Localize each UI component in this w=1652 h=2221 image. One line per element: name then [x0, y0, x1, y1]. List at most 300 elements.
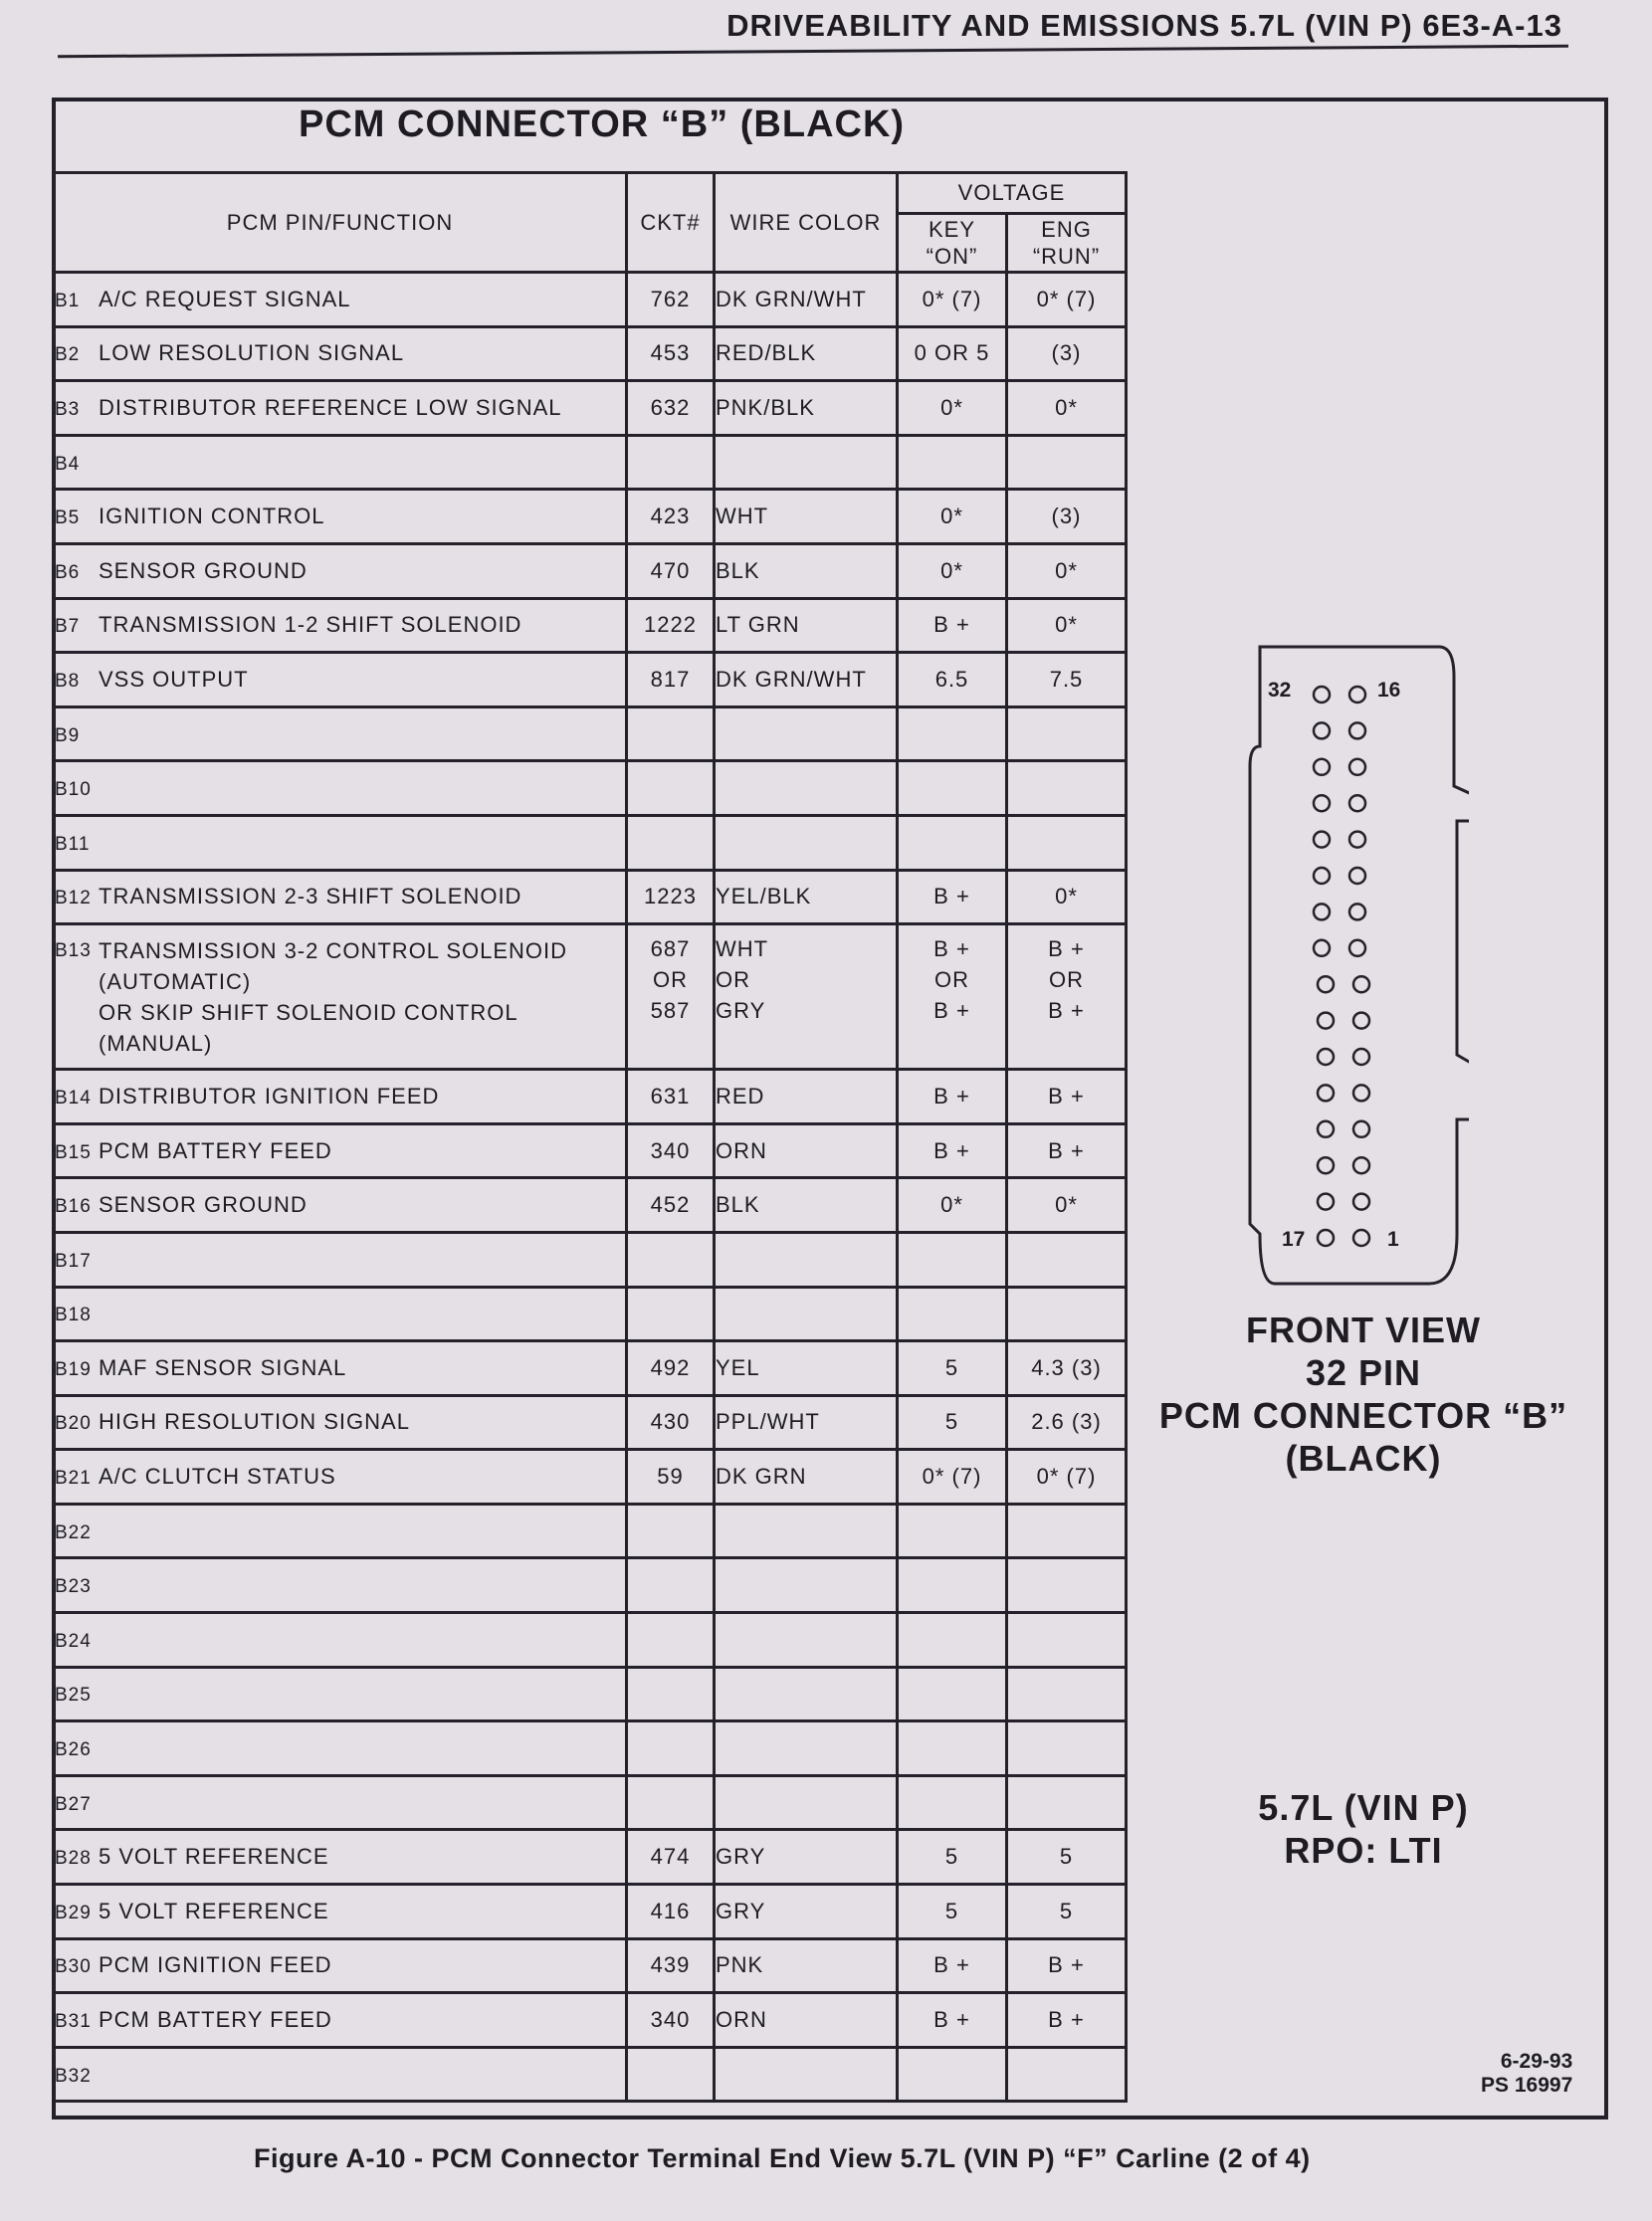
eng-run-cell [1007, 1667, 1127, 1721]
key-on-cell: B + [898, 1993, 1007, 2048]
pin-number: B23 [55, 1576, 92, 1598]
figure-caption: Figure A-10 - PCM Connector Terminal End View 5.7L (VIN P) “F” Carline (2 of 4) [254, 2143, 1311, 2173]
pin-function: HIGH RESOLUTION SIGNAL [99, 1409, 410, 1435]
key-on-cell-line: B + [933, 936, 970, 962]
date-line-2: PS 16997 [1481, 2074, 1573, 2097]
eng-run-cell [1007, 924, 1127, 1070]
header-eng-run-line2: “RUN” [1032, 244, 1101, 269]
pin-hole [1318, 1049, 1334, 1065]
pin-hole [1318, 1194, 1334, 1210]
ckt-cell [627, 1721, 715, 1776]
key-on-cell: B + [898, 1938, 1007, 1993]
pin-function-cell [54, 1558, 627, 1613]
pin-label-17: 17 [1282, 1228, 1306, 1251]
ckt-cell [627, 1504, 715, 1558]
pin-number: B5 [55, 507, 81, 529]
eng-run-cell [1007, 707, 1127, 761]
pin-number: B14 [55, 1087, 92, 1109]
pin-function-cell [54, 1993, 627, 2048]
ckt-cell [627, 1775, 715, 1830]
pin-function: DISTRIBUTOR REFERENCE LOW SIGNAL [99, 394, 562, 420]
wire-color-cell: BLK [715, 1178, 898, 1233]
table-row [54, 435, 1127, 490]
connector-outline [1250, 647, 1469, 1284]
wire-color-cell: RED [715, 1070, 898, 1124]
pin-hole [1318, 976, 1334, 992]
eng-run-cell: 0* [1007, 1178, 1127, 1233]
ckt-cell-stack [651, 933, 691, 1026]
wire-color-cell: RED/BLK [715, 326, 898, 381]
pin-hole [1314, 832, 1330, 848]
eng-run-cell: B + [1007, 1938, 1127, 1993]
ckt-cell [627, 707, 715, 761]
pin-function-cell [54, 1885, 627, 1939]
engine-line-1: 5.7L (VIN P) [1258, 1787, 1469, 1828]
key-on-cell: 0* (7) [898, 273, 1007, 327]
ckt-cell: 340 [627, 1123, 715, 1178]
table-row [54, 1721, 1127, 1776]
wire-color-cell [715, 1721, 898, 1776]
pin-function: TRANSMISSION 1-2 SHIFT SOLENOID [99, 612, 522, 638]
wire-color-cell [715, 707, 898, 761]
page-header-title: DRIVEABILITY AND EMISSIONS 5.7L (VIN P) 6E3-A-13 [726, 8, 1562, 43]
pin-function-cell [54, 653, 627, 707]
wire-color-cell: PNK [715, 1938, 898, 1993]
pin-hole [1353, 1194, 1369, 1210]
key-on-cell [898, 1504, 1007, 1558]
ckt-cell [627, 435, 715, 490]
pin-number: B20 [55, 1413, 92, 1435]
key-on-cell [898, 1287, 1007, 1341]
ckt-cell: 423 [627, 490, 715, 544]
pin-function-cell [54, 273, 627, 327]
key-on-cell: 0* [898, 1178, 1007, 1233]
key-on-cell [898, 1558, 1007, 1613]
pin-function-cell [54, 435, 627, 490]
pin-number: B7 [55, 616, 81, 638]
ckt-cell [627, 1232, 715, 1287]
wire-color-cell: GRY [715, 1885, 898, 1939]
key-on-cell-line: B + [933, 998, 970, 1024]
eng-run-cell [1007, 1287, 1127, 1341]
pin-function-cell [54, 815, 627, 870]
key-on-cell [898, 1667, 1007, 1721]
table-row [54, 815, 1127, 870]
table-row [54, 1178, 1127, 1233]
wire-color-cell [715, 435, 898, 490]
key-on-cell: 6.5 [898, 653, 1007, 707]
table-row [54, 490, 1127, 544]
wire-color-cell [715, 1558, 898, 1613]
pin-number: B15 [55, 1141, 92, 1163]
table-row [54, 870, 1127, 924]
pin-number: B6 [55, 561, 81, 583]
table-row [54, 1558, 1127, 1613]
header-key-on [898, 214, 1007, 273]
pin-hole [1349, 832, 1365, 848]
pin-function-line: OR SKIP SHIFT SOLENOID CONTROL [99, 999, 518, 1025]
eng-run-cell [1007, 1504, 1127, 1558]
pin-number: B21 [55, 1468, 92, 1490]
pin-hole [1349, 759, 1365, 775]
eng-run-cell: 7.5 [1007, 653, 1127, 707]
eng-run-cell: 0* [1007, 870, 1127, 924]
key-on-cell: 0* [898, 543, 1007, 598]
pin-hole [1353, 1230, 1369, 1246]
pin-number: B30 [55, 1956, 92, 1978]
table-row [54, 1450, 1127, 1505]
eng-run-cell: 4.3 (3) [1007, 1341, 1127, 1396]
pin-hole [1349, 940, 1365, 956]
pin-label-1: 1 [1387, 1228, 1399, 1251]
date-code [1481, 2050, 1572, 2098]
eng-run-cell [1007, 435, 1127, 490]
ckt-cell-line: 687 [650, 936, 691, 962]
key-on-cell [898, 924, 1007, 1070]
pin-number: B1 [55, 290, 81, 311]
ckt-cell: 470 [627, 543, 715, 598]
eng-run-cell: B + [1007, 1070, 1127, 1124]
pin-hole [1314, 722, 1330, 738]
pin-hole [1353, 1157, 1369, 1173]
pin-hole [1314, 868, 1330, 884]
eng-run-cell [1007, 1775, 1127, 1830]
pin-function-cell [54, 1070, 627, 1124]
pin-function-cell [54, 1287, 627, 1341]
front-view-label [1115, 1309, 1612, 1480]
header-pin-function: PCM PIN/FUNCTION [54, 173, 627, 273]
wire-color-cell: WHT [715, 490, 898, 544]
pin-function-cell [54, 1504, 627, 1558]
pin-function-cell [54, 2047, 627, 2102]
table-title: PCM CONNECTOR “B” (BLACK) [299, 103, 906, 145]
key-on-cell [898, 707, 1007, 761]
pin-function: PCM IGNITION FEED [99, 1952, 332, 1978]
eng-run-cell: 2.6 (3) [1007, 1395, 1127, 1450]
header-ckt: CKT# [627, 173, 715, 273]
pin-hole [1349, 722, 1365, 738]
eng-run-cell [1007, 1721, 1127, 1776]
wire-color-cell [715, 2047, 898, 2102]
key-on-cell [898, 815, 1007, 870]
pin-function-cell [54, 1667, 627, 1721]
wire-color-cell [715, 761, 898, 816]
pin-function-cell [54, 1938, 627, 1993]
eng-run-cell: 0* [1007, 543, 1127, 598]
pin-hole [1349, 795, 1365, 811]
wire-color-cell-line: OR [716, 967, 750, 993]
pin-hole [1353, 1085, 1369, 1101]
pin-number: B19 [55, 1358, 92, 1380]
pin-function-cell [54, 707, 627, 761]
pin-function-line: (AUTOMATIC) [99, 968, 252, 994]
ckt-cell [627, 761, 715, 816]
pin-number: B3 [55, 398, 81, 420]
pin-function-cell [54, 1775, 627, 1830]
key-on-cell [898, 1775, 1007, 1830]
pin-number: B28 [55, 1848, 92, 1870]
ckt-cell [627, 815, 715, 870]
key-on-cell [898, 1232, 1007, 1287]
wire-color-cell: GRY [715, 1830, 898, 1885]
wire-color-cell: DK GRN/WHT [715, 273, 898, 327]
header-wire-color: WIRE COLOR [715, 173, 898, 273]
table-row [54, 761, 1127, 816]
pin-number: B18 [55, 1305, 92, 1326]
pin-function-cell [54, 1341, 627, 1396]
front-view-line-1: FRONT VIEW [1246, 1310, 1481, 1350]
pin-hole [1353, 1121, 1369, 1137]
pin-hole [1318, 1230, 1334, 1246]
pin-function-cell [54, 870, 627, 924]
key-on-cell [898, 435, 1007, 490]
front-view-line-3: PCM CONNECTOR “B” [1158, 1395, 1568, 1436]
eng-run-cell [1007, 1558, 1127, 1613]
pin-number: B9 [55, 724, 81, 746]
table-row [54, 653, 1127, 707]
table-row [54, 1232, 1127, 1287]
table-row [54, 1341, 1127, 1396]
pin-function: SENSOR GROUND [99, 557, 308, 583]
header-key-on-line2: “ON” [926, 244, 978, 269]
ckt-cell [627, 924, 715, 1070]
table-row [54, 273, 1127, 327]
table-row-b13 [54, 924, 1127, 1070]
pin-hole [1353, 1013, 1369, 1029]
pin-label-16: 16 [1377, 679, 1401, 702]
ckt-cell: 762 [627, 273, 715, 327]
ckt-cell: 340 [627, 1993, 715, 2048]
wire-color-cell: ORN [715, 1123, 898, 1178]
pin-function: 5 VOLT REFERENCE [99, 1898, 329, 1923]
pin-number: B22 [55, 1521, 92, 1543]
pin-function-cell [54, 1613, 627, 1668]
eng-run-cell-line: B + [1048, 998, 1085, 1024]
front-view-line-2: 32 PIN [1305, 1352, 1422, 1393]
ckt-cell [627, 1558, 715, 1613]
pin-function-cell [54, 1123, 627, 1178]
ckt-cell: 632 [627, 381, 715, 436]
wire-color-cell: DK GRN [715, 1450, 898, 1505]
wire-color-cell [715, 1287, 898, 1341]
pin-number: B32 [55, 2065, 92, 2087]
wire-color-cell: PPL/WHT [715, 1395, 898, 1450]
pin-hole [1318, 1121, 1334, 1137]
pin-function-cell [54, 1721, 627, 1776]
key-on-cell: 5 [898, 1395, 1007, 1450]
key-on-cell-stack [933, 933, 970, 1026]
pin-holes [1314, 687, 1369, 1246]
table-row [54, 326, 1127, 381]
pin-number: B17 [55, 1250, 92, 1272]
pin-number: B2 [55, 344, 81, 366]
pin-function: PCM BATTERY FEED [99, 2007, 332, 2033]
pin-function: SENSOR GROUND [99, 1192, 308, 1218]
wire-color-cell-stack [716, 933, 768, 1026]
pin-hole [1314, 687, 1330, 703]
pin-hole [1349, 904, 1365, 919]
pin-number: B26 [55, 1739, 92, 1761]
pin-hole [1318, 1013, 1334, 1029]
pin-number: B11 [55, 833, 91, 855]
key-on-cell: B + [898, 598, 1007, 653]
wire-color-cell: YEL/BLK [715, 870, 898, 924]
ckt-cell [627, 2047, 715, 2102]
pin-function-multiline [99, 935, 567, 1059]
key-on-cell-line: OR [933, 967, 969, 993]
wire-color-cell: DK GRN/WHT [715, 653, 898, 707]
pin-function: TRANSMISSION 2-3 SHIFT SOLENOID [99, 884, 522, 909]
wire-color-cell [715, 1613, 898, 1668]
key-on-cell: 0 OR 5 [898, 326, 1007, 381]
wire-color-cell [715, 1775, 898, 1830]
pin-function-line: TRANSMISSION 3-2 CONTROL SOLENOID [99, 937, 568, 963]
eng-run-cell [1007, 1613, 1127, 1668]
pin-label-32: 32 [1268, 679, 1292, 702]
wire-color-cell [715, 1504, 898, 1558]
pin-function-cell [54, 1830, 627, 1885]
key-on-cell: 0* (7) [898, 1450, 1007, 1505]
wire-color-cell: BLK [715, 543, 898, 598]
eng-run-cell: (3) [1007, 326, 1127, 381]
eng-run-cell: B + [1007, 1993, 1127, 2048]
table-row [54, 1123, 1127, 1178]
ckt-cell: 492 [627, 1341, 715, 1396]
eng-run-cell [1007, 815, 1127, 870]
pin-function: MAF SENSOR SIGNAL [99, 1354, 347, 1380]
key-on-cell: B + [898, 870, 1007, 924]
header-rule [58, 45, 1568, 59]
eng-run-cell-stack [1048, 933, 1085, 1026]
key-on-cell: 5 [898, 1885, 1007, 1939]
table-row [54, 598, 1127, 653]
table-row [54, 707, 1127, 761]
key-on-cell: 5 [898, 1830, 1007, 1885]
pin-number: B31 [55, 2011, 92, 2033]
pin-function-line: (MANUAL) [99, 1030, 213, 1056]
pin-function-cell [54, 598, 627, 653]
ckt-cell: 416 [627, 1885, 715, 1939]
pin-function: VSS OUTPUT [99, 666, 249, 692]
eng-run-cell [1007, 2047, 1127, 2102]
pin-hole [1314, 904, 1330, 919]
eng-run-cell-line: OR [1048, 967, 1084, 993]
wire-color-cell [715, 1667, 898, 1721]
wire-color-cell [715, 1232, 898, 1287]
table-row [54, 1287, 1127, 1341]
ckt-cell: 430 [627, 1395, 715, 1450]
eng-run-cell: 0* [1007, 598, 1127, 653]
table-row [54, 1070, 1127, 1124]
table-row [54, 1993, 1127, 2048]
eng-run-cell: B + [1007, 1123, 1127, 1178]
pin-function-cell [54, 381, 627, 436]
pin-number: B29 [55, 1902, 92, 1923]
pin-number: B8 [55, 670, 81, 692]
pin-function: A/C CLUTCH STATUS [99, 1464, 336, 1490]
eng-run-cell [1007, 761, 1127, 816]
ckt-cell-line: OR [653, 967, 688, 993]
eng-run-cell: 5 [1007, 1885, 1127, 1939]
pin-function-cell [54, 761, 627, 816]
pin-number: B12 [55, 888, 92, 909]
pin-function-cell [54, 326, 627, 381]
engine-label [1115, 1786, 1612, 1872]
pin-number: B10 [55, 779, 92, 801]
eng-run-cell: 5 [1007, 1830, 1127, 1885]
pin-number: B25 [55, 1685, 92, 1707]
pin-function: IGNITION CONTROL [99, 504, 325, 529]
table-row [54, 1613, 1127, 1668]
ckt-cell: 453 [627, 326, 715, 381]
pin-function-cell [54, 924, 627, 1070]
pin-function-cell [54, 1232, 627, 1287]
table-row [54, 1830, 1127, 1885]
header-key-on-line1: KEY [928, 217, 976, 242]
eng-run-cell: 0* (7) [1007, 1450, 1127, 1505]
ckt-cell: 1223 [627, 870, 715, 924]
pin-hole [1353, 1049, 1369, 1065]
ckt-cell: 59 [627, 1450, 715, 1505]
ckt-cell: 817 [627, 653, 715, 707]
key-on-cell: 0* [898, 490, 1007, 544]
wire-color-cell: PNK/BLK [715, 381, 898, 436]
key-on-cell: 0* [898, 381, 1007, 436]
eng-run-cell-line: B + [1048, 936, 1085, 962]
ckt-cell: 474 [627, 1830, 715, 1885]
ckt-cell-line: 587 [650, 998, 691, 1024]
eng-run-cell: 0* [1007, 381, 1127, 436]
key-on-cell [898, 761, 1007, 816]
pin-function: DISTRIBUTOR IGNITION FEED [99, 1083, 440, 1109]
table-row [54, 1938, 1127, 1993]
ckt-cell [627, 1667, 715, 1721]
wire-color-cell: YEL [715, 1341, 898, 1396]
pin-function-cell [54, 1395, 627, 1450]
pin-hole [1314, 940, 1330, 956]
eng-run-cell [1007, 1232, 1127, 1287]
pin-hole [1314, 759, 1330, 775]
pin-hole [1318, 1085, 1334, 1101]
pin-hole [1318, 1157, 1334, 1173]
pin-function: A/C REQUEST SIGNAL [99, 286, 351, 311]
table-row [54, 1885, 1127, 1939]
wire-color-cell [715, 924, 898, 1070]
front-view-line-4: (BLACK) [1285, 1438, 1442, 1479]
pin-function: PCM BATTERY FEED [99, 1137, 332, 1163]
pin-function-cell [54, 1178, 627, 1233]
eng-run-cell: (3) [1007, 490, 1127, 544]
date-line-1: 6-29-93 [1500, 2050, 1573, 2073]
pin-function: LOW RESOLUTION SIGNAL [99, 340, 405, 366]
pin-function-cell [54, 1450, 627, 1505]
connector-diagram [1230, 637, 1469, 1299]
wire-color-cell-line: WHT [716, 936, 769, 962]
key-on-cell: B + [898, 1123, 1007, 1178]
pin-number: B24 [55, 1630, 92, 1652]
header-eng-run [1007, 214, 1127, 273]
key-on-cell: 5 [898, 1341, 1007, 1396]
pin-hole [1314, 795, 1330, 811]
pin-function-cell [54, 490, 627, 544]
pin-function-cell [54, 543, 627, 598]
pin-number: B27 [55, 1793, 92, 1815]
table-row [54, 381, 1127, 436]
ckt-cell: 452 [627, 1178, 715, 1233]
wire-color-cell: LT GRN [715, 598, 898, 653]
pin-hole [1349, 687, 1365, 703]
eng-run-cell: 0* (7) [1007, 273, 1127, 327]
